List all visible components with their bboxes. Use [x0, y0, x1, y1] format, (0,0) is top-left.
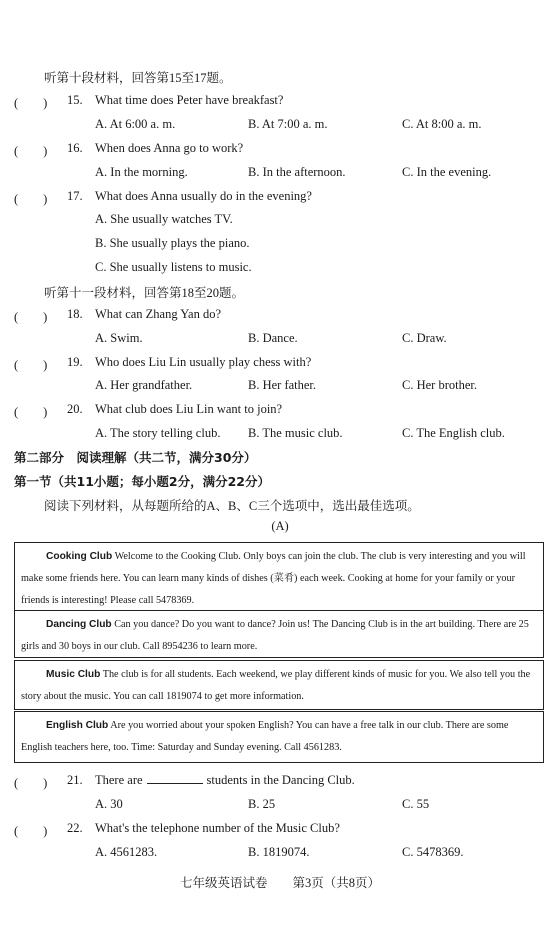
option-a: A. In the morning.	[95, 165, 188, 179]
english-club-box	[14, 711, 544, 763]
passage-label: (A)	[271, 519, 289, 533]
club-name: Cooking Club	[46, 551, 113, 562]
option-b: B. At 7:00 a. m.	[248, 117, 328, 131]
option-c: C. In the evening.	[402, 165, 492, 179]
club-name: English Club	[46, 720, 109, 731]
question-number: 21.	[67, 773, 83, 787]
question-text: What club does Liu Lin want to join?	[95, 402, 283, 416]
question-number: 22.	[67, 821, 83, 835]
dancing-club-box	[14, 610, 544, 658]
answer-paren[interactable]: ( )	[14, 824, 48, 838]
answer-paren[interactable]: ( )	[14, 358, 48, 372]
question-text: What can Zhang Yan do?	[95, 307, 222, 321]
answer-paren[interactable]: ( )	[14, 310, 48, 324]
question-number: 17.	[67, 189, 83, 203]
option-a: A. She usually watches TV.	[95, 212, 233, 226]
question-text-before: There are	[95, 773, 143, 787]
option-a: A. Her grandfather.	[95, 378, 193, 392]
club-description: The club is for all students. Each weekend, we play different kinds of music for you. We also tell you the story about the music. You can call 1819074 to get more information.	[21, 669, 531, 702]
club-name: Dancing Club	[46, 619, 112, 630]
option-c: C. 55	[402, 797, 430, 811]
option-c: C. At 8:00 a. m.	[402, 117, 482, 131]
club-description: Can you dance? Do you want to dance? Join us! The Dancing Club is in the art building. There are 25 girls and 30 boys in our club. Call 8954236 to learn more.	[21, 619, 529, 652]
option-b: B. 25	[248, 797, 276, 811]
section1-title: 第一节（共11小题；每小题2分，满分22分）	[14, 474, 270, 489]
answer-paren[interactable]: ( )	[14, 405, 48, 419]
option-b: B. She usually plays the piano.	[95, 236, 250, 250]
option-b: B. Dance.	[248, 331, 298, 345]
option-c: C. She usually listens to music.	[95, 260, 252, 274]
question-text	[95, 773, 355, 788]
option-c: C. Her brother.	[402, 378, 477, 392]
option-a: A. At 6:00 a. m.	[95, 117, 176, 131]
question-text-after: students in the Dancing Club.	[206, 773, 355, 787]
answer-paren[interactable]: ( )	[14, 192, 48, 206]
option-a: A. Swim.	[95, 331, 143, 345]
cooking-club-box	[14, 542, 544, 611]
music-club-box	[14, 660, 544, 710]
club-description: Welcome to the Cooking Club. Only boys can join the club. The club is very interesting and you will make some friends here. You can learn many kinds of dishes (菜肴) each week. Cooking at home for your family or your friends is interesting! Please call 5478369.	[21, 551, 526, 606]
question-text: What time does Peter have breakfast?	[95, 93, 284, 107]
question-text: When does Anna go to work?	[95, 141, 244, 155]
section10-intro: 听第十段材料，回答第15至17题。	[44, 71, 232, 85]
page-footer: 七年级英语试卷 第3页（共8页）	[179, 876, 380, 890]
answer-paren[interactable]: ( )	[14, 96, 48, 110]
club-name: Music Club	[46, 669, 101, 680]
option-c: C. Draw.	[402, 331, 447, 345]
option-a: A. 30	[95, 797, 123, 811]
question-number: 19.	[67, 355, 83, 369]
fill-blank[interactable]	[147, 773, 203, 784]
option-b: B. In the afternoon.	[248, 165, 346, 179]
reading-instructions: 阅读下列材料，从每题所给的A、B、C三个选项中，选出最佳选项。	[44, 499, 420, 513]
question-text: What's the telephone number of the Music Club?	[95, 821, 340, 835]
question-number: 18.	[67, 307, 83, 321]
answer-paren[interactable]: ( )	[14, 776, 48, 790]
section11-intro: 听第十一段材料，回答第18至20题。	[44, 286, 245, 300]
question-number: 15.	[67, 93, 83, 107]
club-description: Are you worried about your spoken English? You can have a free talk in our club. There are some English teachers here, too. Time: Saturday and Sunday evening. Call 4561283.	[21, 720, 509, 753]
option-c: C. The English club.	[402, 426, 505, 440]
option-a: A. 4561283.	[95, 845, 158, 859]
question-text: Who does Liu Lin usually play chess with?	[95, 355, 312, 369]
option-a: A. The story telling club.	[95, 426, 221, 440]
option-b: B. The music club.	[248, 426, 343, 440]
question-number: 16.	[67, 141, 83, 155]
question-number: 20.	[67, 402, 83, 416]
option-b: B. 1819074.	[248, 845, 310, 859]
option-b: B. Her father.	[248, 378, 317, 392]
answer-paren[interactable]: ( )	[14, 144, 48, 158]
part2-title: 第二部分 阅读理解（共二节，满分30分）	[14, 450, 257, 465]
option-c: C. 5478369.	[402, 845, 464, 859]
question-text: What does Anna usually do in the evening?	[95, 189, 312, 203]
